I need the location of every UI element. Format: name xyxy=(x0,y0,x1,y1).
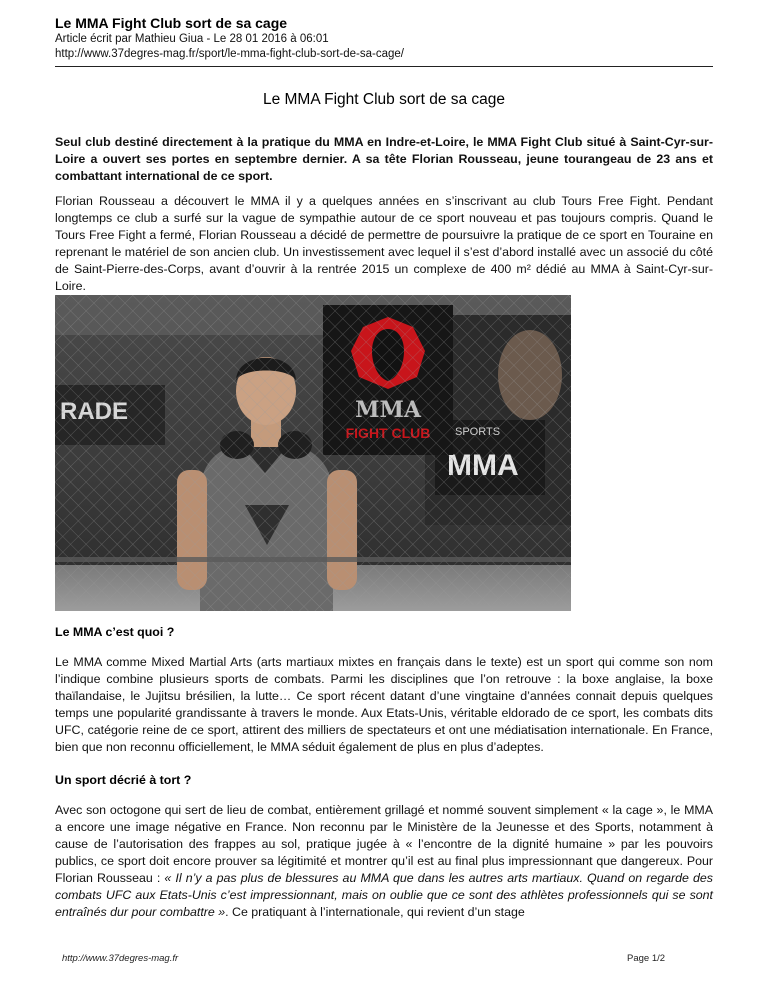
article-photo xyxy=(55,295,571,611)
header-divider xyxy=(55,66,713,67)
section-heading-mma: Le MMA c’est quoi ? xyxy=(55,625,175,639)
paragraph-3-end: . Ce pratiquant à l’internationale, qui revient d’un stage xyxy=(225,905,525,919)
footer-url[interactable]: http://www.37degres-mag.fr xyxy=(62,953,179,964)
article-lead: Seul club destiné directement à la pratique du MMA en Indre-et-Loire, le MMA Fight Club situé à Saint-Cyr-sur-Loire a ouvert ses portes en septembre dernier. A sa tête Florian Rousseau, jeune tourangeau de 23 ans et combattant international de ce sport. xyxy=(55,135,713,183)
section-heading-sport: Un sport décrié à tort ? xyxy=(55,773,192,787)
article-title: Le MMA Fight Club sort de sa cage xyxy=(262,91,506,108)
article-paragraph-3 xyxy=(55,802,713,921)
header-title: Le MMA Fight Club sort de sa cage xyxy=(55,15,288,31)
paragraph-3-start: Avec son octogone qui sert de lieu de combat, entièrement grillagé et nommé souvent simplement « la cage », le MMA a encore une image négative en France. Non reconnu par le Ministère de la Jeunesse et des Sports, notamment à cause de l’autorisation des frappes au sol, pratique jugée à « l’encontre de la dignité humaine » par les pouvoirs publics, ce sport doit encore prouver sa légitimité et montrer qu’il est au final plus impressionnant que dangereux. Pour Florian Rousseau : xyxy=(55,803,713,885)
header-byline: Article écrit par Mathieu Giua - Le 28 01 2016 à 06:01 xyxy=(55,33,329,45)
article-paragraph-1: Florian Rousseau a découvert le MMA il y a quelques années en s’inscrivant au club Tours Free Fight. Pendant longtemps ce club a surfé sur la vague de sympathie autour de ce sport nouveau et pas toujours compris. Quand le Tours Free Fight a fermé, Florian Rousseau a décidé de permettre de poursuivre la pratique de ce sport en Touraine en reprenant le matériel de son ancien club. Un investissement avec lequel il s’est d’abord installé avec un associé du côté de Saint-Pierre-des-Corps, avant d’ouvrir à la rentrée 2015 un complexe de 400 m² dédié au MMA à Saint-Cyr-sur-Loire. xyxy=(55,194,713,293)
header-url[interactable]: http://www.37degres-mag.fr/sport/le-mma-fight-club-sort-de-sa-cage/ xyxy=(55,48,404,60)
footer-page-number: Page 1/2 xyxy=(627,953,666,964)
article-paragraph-2: Le MMA comme Mixed Martial Arts (arts martiaux mixtes en français dans le texte) est un sport qui comme son nom l’indique combine plusieurs sports de combats. Parmi les disciplines que l’on retrouve : la boxe anglaise, la boxe thaïlandaise, le Jujitsu brésilien, la lutte… Ce sport récent datant d’une vingtaine d’années connait depuis quelques temps une popularité grandissante à travers le monde. Aux Etats-Unis, véritable eldorado de ce sport, les combats dits UFC, catégorie reine de ce sport, attirent des milliers de spectateurs et ont une médiatisation internationale. En France, bien que non reconnu officiellement, le MMA séduit également de plus en plus d’adeptes. xyxy=(55,655,713,754)
paragraph-3-quote: « Il n’y a pas plus de blessures au MMA que dans les autres arts martiaux. Quand on regarde des combats UFC aux Etats-Unis c’est impressionnant, mais on oublie que ce sont des athlètes professionnels qui se sont entraînés dur pour combattre » xyxy=(55,871,713,919)
